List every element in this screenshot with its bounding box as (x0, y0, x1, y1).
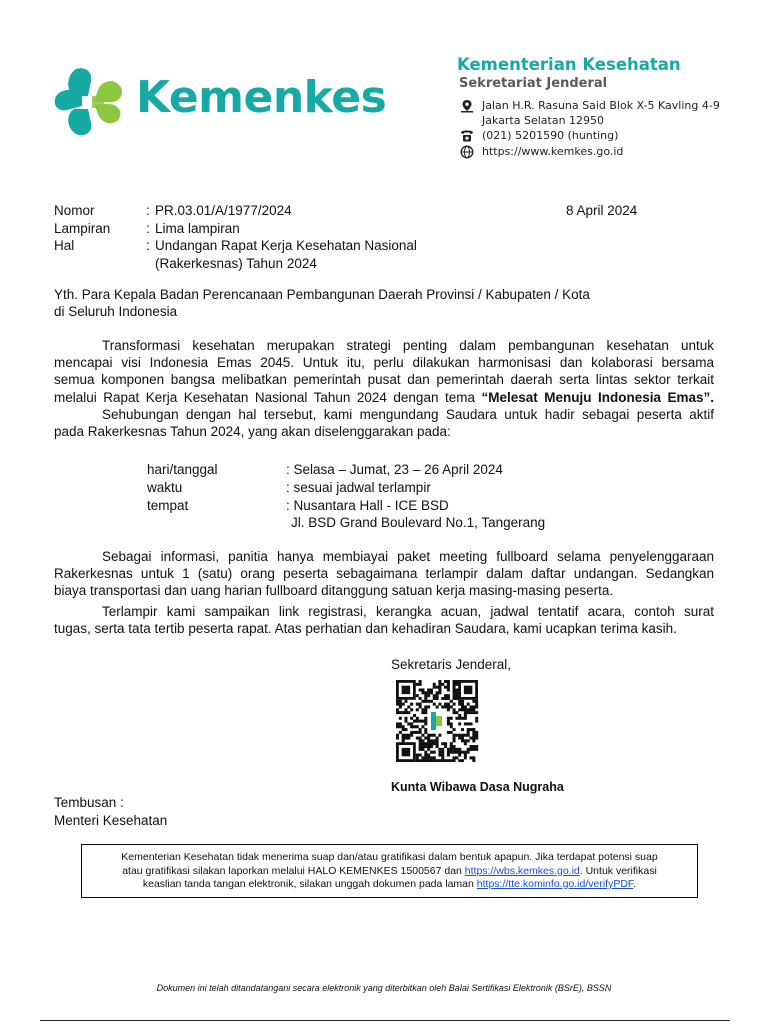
wbs-link[interactable]: https://wbs.kemkes.go.id (464, 864, 580, 877)
paragraph-invitation (54, 406, 714, 440)
website-row (460, 145, 720, 159)
signatory-title: Sekretaris Jenderal, (391, 657, 512, 672)
paragraph-line: semua komponen bangsa melibatkan pemerintah pusat dan pemerintah daerah serta lintas sektor terkait (54, 372, 714, 388)
cc-label: Tembusan : (54, 795, 124, 810)
address-line-2: Jakarta Selatan 12950 (482, 114, 605, 127)
paragraph-line: Sebagai informasi, panitia hanya membiayai paket meeting fullboard selama penyelenggaraan (102, 549, 714, 564)
event-day-value: : Selasa – Jumat, 23 – 26 April 2024 (286, 462, 503, 477)
paragraph-line: Sehubungan dengan hal tersebut, kami mengundang Saudara untuk hadir sebagai peserta aktif (102, 407, 714, 422)
kemenkes-logo-icon (52, 66, 132, 138)
recipient-line-1: Yth. Para Kepala Badan Perencanaan Pembangunan Daerah Provinsi / Kabupaten / Kota (54, 287, 590, 302)
lampiran-label: Lampiran (54, 221, 111, 236)
hal-value-line-2: (Rakerkesnas) Tahun 2024 (155, 256, 317, 271)
lampiran-value: Lima lampiran (155, 221, 240, 236)
globe-icon (460, 145, 475, 159)
phone-row (460, 129, 720, 143)
notice-text: . (633, 878, 637, 890)
paragraph-line: Rakerkesnas untuk 1 (satu) orang peserta sebagaimana terlampir dalam daftar undangan. Sedangkan (54, 566, 714, 582)
nomor-colon: : (146, 203, 150, 218)
event-theme: “Melesat Menuju Indonesia Emas”. (481, 389, 715, 405)
event-place-label: tempat (147, 498, 189, 513)
nomor-label: Nomor (54, 203, 95, 218)
paragraph-attachments (54, 603, 714, 637)
letter-date: 8 April 2024 (566, 203, 638, 218)
theme-prefix: melalui Rapat Kerja Kesehatan Nasional Tahun 2024 dengan tema (54, 389, 482, 405)
paragraph-line: pada Rakerkesnas Tahun 2024, yang akan diselenggarakan pada: (54, 424, 451, 440)
event-place-value: : Nusantara Hall - ICE BSD (286, 498, 449, 513)
paragraph-intro (54, 337, 714, 406)
paragraph-line: biaya transportasi dan uang harian fullboard ditanggung satuan kerja masing-masing peserta. (54, 583, 614, 599)
anti-bribery-notice (81, 844, 698, 898)
notice-line-3 (82, 878, 697, 892)
event-place-address: Jl. BSD Grand Boulevard No.1, Tangerang (291, 515, 546, 530)
website-url[interactable]: https://www.kemkes.go.id (482, 145, 624, 158)
verify-pdf-link[interactable]: https://tte.kominfo.go.id/verifyPDF (476, 878, 634, 890)
phone-number: (021) 5201590 (hunting) (482, 129, 619, 142)
notice-line-1: Kementerian Kesehatan tidak menerima suap dan/atau gratifikasi dalam bentuk apapun. Jika terdapat potensi suap (121, 851, 658, 863)
notice-text: atau gratifikasi silakan laporkan melalui HALO KEMENKES 1500567 dan (122, 864, 465, 877)
address-block (460, 99, 720, 129)
qr-center-logo-icon (431, 712, 442, 730)
footer-divider (40, 1020, 730, 1021)
paragraph-line: Terlampir kami sampaikan link registrasi, kerangka acuan, jadwal tentatif acara, contoh surat (102, 604, 714, 619)
event-time-value: : sesuai jadwal terlampir (286, 480, 431, 495)
location-pin-icon (460, 99, 475, 113)
division-name: Sekretariat Jenderal (459, 76, 608, 91)
hal-value-line-1: Undangan Rapat Kerja Kesehatan Nasional (155, 238, 417, 253)
paragraph-line: tugas, serta tata tertib peserta rapat. Atas perhatian dan kehadiran Saudara, kami ucapkan terima kasih. (54, 621, 677, 637)
paragraph-line: Transformasi kesehatan merupakan strategi penting dalam pembangunan kesehatan untuk (102, 338, 714, 353)
paragraph-line: mencapai visi Indonesia Emas 2045. Untuk itu, perlu dilakukan harmonisasi dan kolaborasi bersama (54, 355, 714, 371)
signatory-name: Kunta Wibawa Dasa Nugraha (391, 780, 564, 794)
notice-text: . Untuk verifikasi (579, 864, 657, 877)
notice-text: keaslian tanda tangan elektronik, silakan unggah dokumen pada laman (142, 878, 477, 890)
hal-colon: : (146, 238, 150, 253)
esignature-footer: Dokumen ini telah ditandatangani secara elektronik yang diterbitkan oleh Balai Sertifikasi Elektronik (BSrE), BSSN (156, 983, 612, 993)
lampiran-colon: : (146, 221, 150, 236)
cc-recipient: Menteri Kesehatan (54, 813, 168, 828)
signature-qr-code (393, 680, 481, 762)
brand-wordmark: Kemenkes (136, 72, 387, 123)
hal-label: Hal (54, 238, 75, 253)
nomor-value: PR.03.01/A/1977/2024 (155, 203, 292, 218)
notice-line-2 (82, 865, 697, 879)
recipient-line-2: di Seluruh Indonesia (54, 304, 178, 319)
event-day-label: hari/tanggal (147, 462, 218, 477)
institution-name: Kementerian Kesehatan (457, 55, 681, 74)
telephone-icon (460, 129, 475, 143)
paragraph-funding (54, 548, 714, 600)
event-time-label: waktu (147, 480, 183, 495)
address-line-1: Jalan H.R. Rasuna Said Blok X-5 Kavling 4-9 (482, 99, 720, 112)
paragraph-line (54, 389, 714, 406)
